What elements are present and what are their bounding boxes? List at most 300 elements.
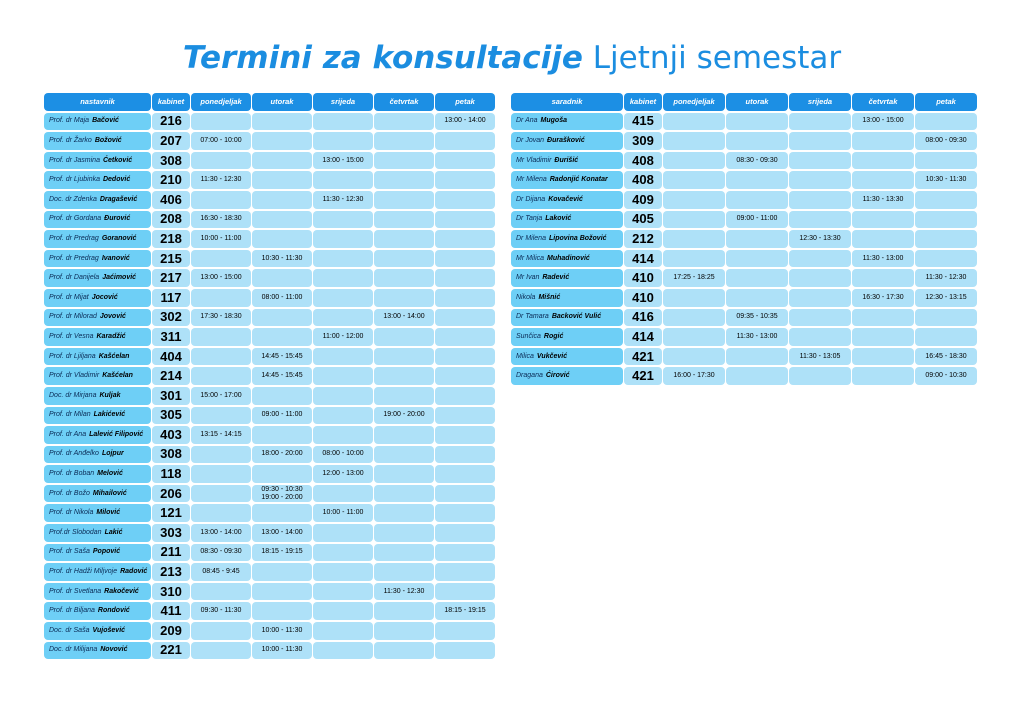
person-first-name: Božo — [73, 489, 90, 497]
office-number: 415 — [624, 113, 662, 131]
time-slot: 14:45 - 15:45 — [252, 367, 312, 385]
person-title-first-name — [516, 333, 541, 341]
person-title-first-name — [49, 333, 94, 341]
person-last-name: Jocović — [91, 293, 118, 301]
office-number: 406 — [152, 191, 190, 209]
person-name — [44, 132, 151, 150]
person-title: Prof. dr — [49, 607, 72, 615]
person-title-first-name — [49, 215, 101, 223]
time-slot — [663, 230, 725, 248]
person-title: Prof. dr — [49, 274, 72, 282]
table-row — [44, 642, 496, 662]
person-title-first-name — [49, 313, 97, 321]
person-last-name: Lakićević — [93, 411, 126, 419]
time-slot — [374, 328, 434, 346]
office-number: 221 — [152, 642, 190, 660]
person-last-name: Vukčević — [536, 352, 568, 360]
person-first-name: Vladimir — [526, 156, 552, 164]
person-first-name: Hadži Miljvoje — [73, 568, 118, 576]
person-last-name: Melović — [97, 470, 123, 478]
time-slot — [191, 367, 251, 385]
time-slot — [374, 544, 434, 562]
time-slot — [852, 328, 914, 346]
time-slot: 13:00 - 14:00 — [191, 524, 251, 542]
column-header-day: četvrtak — [374, 93, 434, 111]
time-slot — [663, 309, 725, 327]
column-header-day: petak — [915, 93, 977, 111]
person-title: Prof. dr — [49, 489, 72, 497]
table-row — [44, 211, 496, 231]
time-slot: 08:45 - 9:45 — [191, 563, 251, 581]
time-slot — [191, 152, 251, 170]
time-slot — [374, 132, 434, 150]
person-title-first-name — [49, 529, 102, 537]
person-first-name: Nikola — [516, 293, 536, 301]
person-title: Prof. dr — [49, 136, 72, 144]
time-slot — [374, 269, 434, 287]
person-last-name: Lojpur — [101, 450, 124, 458]
person-first-name: Ljiljana — [73, 352, 96, 360]
table-row — [44, 171, 496, 191]
person-first-name: Saša — [73, 626, 90, 634]
person-title: Prof. dr — [49, 587, 72, 595]
person-title: Doc. dr — [49, 626, 72, 634]
person-title-first-name — [49, 627, 89, 635]
person-name — [44, 446, 151, 464]
person-last-name: Đurović — [104, 215, 131, 223]
table-row — [511, 367, 978, 387]
time-slot — [435, 485, 495, 503]
person-title-first-name — [516, 353, 534, 361]
time-slot — [252, 563, 312, 581]
table-row — [44, 504, 496, 524]
person-name — [511, 132, 623, 150]
time-slot — [435, 328, 495, 346]
person-title-first-name — [516, 255, 544, 263]
time-slot: 11:30 - 13:00 — [726, 328, 788, 346]
office-number: 209 — [152, 622, 190, 640]
time-slot — [726, 289, 788, 307]
person-title-first-name — [49, 235, 99, 243]
time-slot — [252, 211, 312, 229]
column-header-day: srijeda — [313, 93, 373, 111]
person-title: Prof. dr — [49, 313, 72, 321]
time-slot-line: 09:30 - 10:30 — [261, 485, 303, 493]
column-header-day: četvrtak — [852, 93, 914, 111]
time-slot — [435, 289, 495, 307]
time-slot — [789, 113, 851, 131]
teachers-table — [44, 93, 496, 661]
office-number: 211 — [152, 544, 190, 562]
office-number: 421 — [624, 348, 662, 366]
time-slot — [374, 387, 434, 405]
time-slot — [789, 152, 851, 170]
time-slot — [726, 250, 788, 268]
person-name — [44, 465, 151, 483]
time-slot — [374, 230, 434, 248]
time-slot — [663, 250, 725, 268]
table-row — [44, 583, 496, 603]
person-name — [44, 407, 151, 425]
person-title-first-name — [49, 646, 97, 654]
person-first-name: Dragana — [516, 372, 543, 380]
person-last-name: Kašćelan — [102, 372, 133, 380]
person-first-name: Nikola — [73, 509, 94, 517]
person-title: Dr — [516, 234, 524, 242]
person-name — [44, 269, 151, 287]
time-slot: 10:00 - 11:30 — [252, 622, 312, 640]
person-last-name: Mišnić — [538, 293, 561, 301]
person-title-first-name — [49, 255, 99, 263]
person-title-first-name — [49, 294, 89, 302]
table-row — [44, 563, 496, 583]
office-number: 214 — [152, 367, 190, 385]
office-number: 302 — [152, 309, 190, 327]
time-slot — [726, 171, 788, 189]
person-title: Prof. dr — [49, 568, 72, 576]
header-row — [511, 93, 978, 113]
time-slot — [252, 269, 312, 287]
person-last-name: Laković — [545, 215, 572, 223]
table-row — [44, 230, 496, 250]
person-title: Prof. dr — [49, 430, 72, 438]
person-title-first-name — [516, 157, 551, 165]
time-slot — [313, 426, 373, 444]
person-title: Mr — [516, 274, 525, 282]
time-slot — [374, 563, 434, 581]
person-first-name: Boban — [73, 470, 95, 478]
time-slot: 09:00 - 11:00 — [726, 211, 788, 229]
column-header-day: utorak — [726, 93, 788, 111]
time-slot — [252, 230, 312, 248]
time-slot — [435, 446, 495, 464]
time-slot — [313, 132, 373, 150]
time-slot — [435, 387, 495, 405]
person-first-name: Vladimir — [73, 372, 100, 380]
time-slot — [663, 171, 725, 189]
person-first-name: Milorad — [73, 313, 97, 321]
person-first-name: Svetlana — [73, 587, 102, 595]
time-slot — [374, 211, 434, 229]
person-last-name: Dedović — [102, 176, 131, 184]
time-slot — [374, 524, 434, 542]
person-first-name: Ana — [525, 117, 538, 125]
person-name — [44, 504, 151, 522]
person-first-name: Zdenka — [73, 195, 97, 203]
time-slot — [313, 387, 373, 405]
time-slot — [191, 407, 251, 425]
person-first-name: Jasmina — [73, 156, 100, 164]
person-last-name: Bačović — [92, 117, 119, 125]
time-slot — [726, 132, 788, 150]
person-name — [44, 289, 151, 307]
person-last-name: Đurišić — [554, 156, 579, 164]
person-last-name: Mihailović — [92, 489, 127, 497]
person-name — [44, 426, 151, 444]
table-row — [44, 485, 496, 505]
person-name — [511, 289, 623, 307]
person-title: Prof. dr — [49, 254, 72, 262]
person-first-name: Danijela — [73, 274, 100, 282]
person-title-first-name — [49, 196, 97, 204]
office-number: 405 — [624, 211, 662, 229]
time-slot — [435, 407, 495, 425]
person-first-name: Milan — [73, 411, 91, 419]
person-title-first-name — [516, 294, 535, 302]
time-slot — [435, 524, 495, 542]
time-slot — [789, 250, 851, 268]
time-slot — [191, 289, 251, 307]
time-slot — [191, 622, 251, 640]
person-last-name: Lalević Filipović — [89, 430, 144, 438]
person-first-name: Mijat — [73, 293, 89, 301]
person-last-name: Backović Vulić — [551, 313, 602, 321]
office-number: 408 — [624, 152, 662, 170]
person-title-first-name — [49, 353, 96, 361]
time-slot — [374, 367, 434, 385]
person-first-name: Tanja — [525, 215, 543, 223]
table-row — [511, 152, 978, 172]
person-first-name: Slobodan — [71, 528, 102, 536]
person-title: Dr — [516, 313, 524, 321]
person-title: Mr — [516, 254, 525, 262]
time-slot — [663, 191, 725, 209]
person-name — [44, 171, 151, 189]
time-slot: 11:30 - 12:30 — [313, 191, 373, 209]
person-title: Prof. dr — [49, 509, 72, 517]
time-slot: 14:45 - 15:45 — [252, 348, 312, 366]
header-row — [44, 93, 496, 113]
time-slot — [789, 171, 851, 189]
person-title-first-name — [49, 568, 117, 576]
time-slot — [313, 230, 373, 248]
person-title: Mr — [516, 176, 525, 184]
person-title-first-name — [49, 372, 99, 380]
title-bold: Termini za konsultacije — [182, 40, 583, 76]
person-title-first-name — [49, 117, 89, 125]
table-row — [511, 348, 978, 368]
office-number: 121 — [152, 504, 190, 522]
time-slot — [191, 583, 251, 601]
person-title-first-name — [49, 548, 90, 556]
time-slot — [252, 387, 312, 405]
office-number: 408 — [624, 171, 662, 189]
time-slot — [435, 132, 495, 150]
person-first-name: Anđelko — [73, 450, 99, 458]
person-title-first-name — [516, 313, 549, 321]
time-slot: 08:30 - 09:30 — [191, 544, 251, 562]
person-first-name: Maja — [73, 117, 90, 125]
time-slot — [435, 642, 495, 660]
time-slot — [663, 289, 725, 307]
time-slot: 12:00 - 13:00 — [313, 465, 373, 483]
time-slot — [191, 465, 251, 483]
person-title-first-name — [49, 411, 91, 419]
person-title: Prof. dr — [49, 332, 72, 340]
person-first-name: Ivan — [526, 274, 540, 282]
column-header-day: petak — [435, 93, 495, 111]
person-name — [44, 387, 151, 405]
time-slot — [435, 348, 495, 366]
person-title: Prof. dr — [49, 470, 72, 478]
office-number: 410 — [624, 289, 662, 307]
time-slot: 13:00 - 15:00 — [313, 152, 373, 170]
table-row — [44, 387, 496, 407]
column-header-name: nastavnik — [44, 93, 151, 111]
office-number: 421 — [624, 367, 662, 385]
office-number: 411 — [152, 602, 190, 620]
time-slot — [313, 524, 373, 542]
person-title-first-name — [49, 450, 99, 458]
time-slot — [435, 504, 495, 522]
person-last-name: Đurašković — [547, 136, 585, 144]
table-row — [44, 426, 496, 446]
time-slot: 11:30 - 12:30 — [915, 269, 977, 287]
time-slot: 13:15 - 14:15 — [191, 426, 251, 444]
table-row — [511, 309, 978, 329]
time-slot: 18:00 - 20:00 — [252, 446, 312, 464]
person-name — [511, 328, 623, 346]
time-slot — [252, 465, 312, 483]
person-name — [44, 113, 151, 131]
time-slot — [663, 132, 725, 150]
person-last-name: Radonjić Konatar — [549, 176, 608, 184]
time-slot — [435, 465, 495, 483]
time-slot — [852, 367, 914, 385]
person-last-name: Božović — [94, 136, 122, 144]
time-slot — [313, 622, 373, 640]
person-title-first-name — [49, 157, 100, 165]
person-name — [44, 211, 151, 229]
time-slot — [252, 426, 312, 444]
person-last-name: Goranović — [101, 234, 137, 242]
time-slot — [313, 407, 373, 425]
person-last-name: Milović — [96, 509, 121, 517]
time-slot — [252, 152, 312, 170]
office-number: 118 — [152, 465, 190, 483]
person-title: Prof. dr — [49, 450, 72, 458]
time-slot — [191, 504, 251, 522]
time-slot: 13:00 - 15:00 — [852, 113, 914, 131]
office-number: 303 — [152, 524, 190, 542]
time-slot — [435, 309, 495, 327]
person-first-name: Tamara — [525, 313, 549, 321]
time-slot — [852, 348, 914, 366]
time-slot — [313, 113, 373, 131]
time-slot: 16:45 - 18:30 — [915, 348, 977, 366]
person-name — [511, 152, 623, 170]
page-title — [0, 40, 1024, 76]
time-slot — [726, 367, 788, 385]
time-slot — [852, 152, 914, 170]
person-title: Prof. dr — [49, 117, 72, 125]
person-first-name: Jovan — [525, 136, 545, 144]
office-number: 409 — [624, 191, 662, 209]
person-last-name: Kašćelan — [98, 352, 130, 360]
time-slot — [191, 642, 251, 660]
person-name — [44, 602, 151, 620]
office-number: 213 — [152, 563, 190, 581]
person-first-name: Biljana — [73, 607, 95, 615]
time-slot: 08:00 - 10:00 — [313, 446, 373, 464]
time-slot — [191, 446, 251, 464]
table-row — [44, 132, 496, 152]
time-slot — [789, 211, 851, 229]
office-number: 404 — [152, 348, 190, 366]
time-slot: 12:30 - 13:15 — [915, 289, 977, 307]
person-name — [511, 269, 623, 287]
time-slot: 12:30 - 13:30 — [789, 230, 851, 248]
person-last-name: Popović — [92, 548, 121, 556]
person-name — [44, 367, 151, 385]
time-slot — [852, 211, 914, 229]
table-row — [44, 309, 496, 329]
person-first-name: Ljubinka — [73, 176, 100, 184]
office-number: 218 — [152, 230, 190, 248]
office-number: 212 — [624, 230, 662, 248]
time-slot — [313, 348, 373, 366]
time-slot-line: 19:00 - 20:00 — [261, 493, 303, 501]
time-slot: 11:30 - 12:30 — [191, 171, 251, 189]
time-slot — [191, 328, 251, 346]
person-last-name: Karadžić — [96, 332, 126, 340]
person-last-name: Lakić — [104, 528, 123, 536]
time-slot — [435, 426, 495, 444]
time-slot — [789, 269, 851, 287]
table-row — [511, 132, 978, 152]
time-slot — [374, 622, 434, 640]
time-slot — [789, 132, 851, 150]
column-header-name: saradnik — [511, 93, 623, 111]
time-slot: 17:25 - 18:25 — [663, 269, 725, 287]
time-slot: 11:30 - 13:30 — [852, 191, 914, 209]
time-slot — [789, 328, 851, 346]
person-title: Prof. dr — [49, 548, 72, 556]
time-slot — [374, 152, 434, 170]
person-name — [511, 171, 623, 189]
person-title-first-name — [516, 176, 547, 184]
time-slot — [663, 152, 725, 170]
person-title: Doc. dr — [49, 646, 72, 654]
office-number: 217 — [152, 269, 190, 287]
time-slot — [435, 171, 495, 189]
person-last-name: Jovović — [99, 313, 126, 321]
time-slot — [374, 642, 434, 660]
table-row — [44, 465, 496, 485]
time-slot: 10:00 - 11:00 — [191, 230, 251, 248]
time-slot: 08:30 - 09:30 — [726, 152, 788, 170]
person-title: Dr — [516, 117, 524, 125]
person-name — [44, 524, 151, 542]
person-title: Dr — [516, 195, 524, 203]
person-first-name: Predrag — [73, 254, 99, 262]
person-title: Mr — [516, 156, 525, 164]
table-row — [44, 269, 496, 289]
person-last-name: Dragašević — [99, 195, 138, 203]
person-name — [44, 583, 151, 601]
time-slot — [191, 485, 251, 503]
table-row — [44, 328, 496, 348]
person-name — [511, 348, 623, 366]
time-slot — [435, 211, 495, 229]
person-last-name: Kuljak — [99, 391, 121, 399]
time-slot: 09:00 - 11:00 — [252, 407, 312, 425]
time-slot: 11:30 - 13:00 — [852, 250, 914, 268]
person-title: Prof. dr — [49, 176, 72, 184]
time-slot — [915, 152, 977, 170]
time-slot: 11:00 - 12:00 — [313, 328, 373, 346]
time-slot — [915, 309, 977, 327]
